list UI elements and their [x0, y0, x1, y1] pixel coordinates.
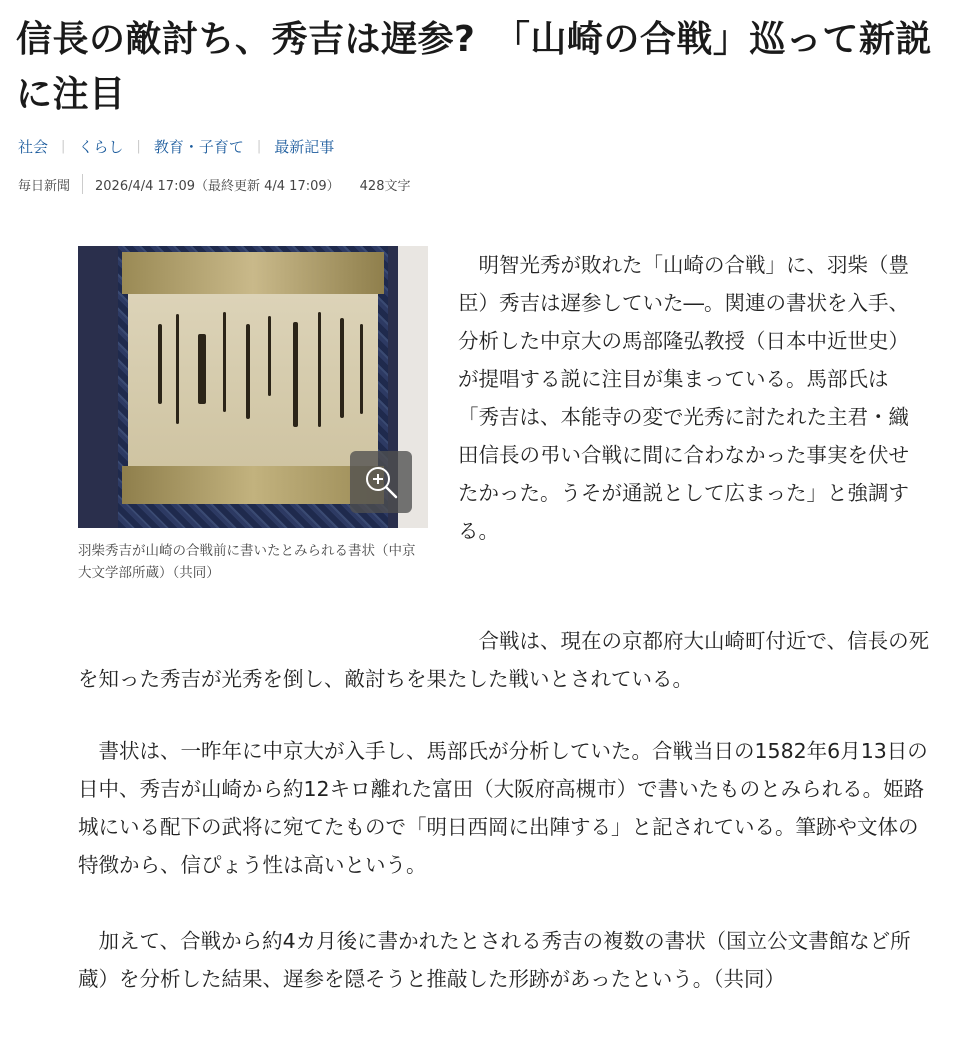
article-headline: 信長の敵討ち、秀吉は遅参? 「山崎の合戦」巡って新説に注目 [16, 19, 932, 115]
article-paragraph-2: 合戦は、現在の京都府大山崎町付近で、信長の死を知った秀吉が光秀を倒し、敵討ちを果たした戦いとされている。 [78, 629, 930, 691]
article-figure [78, 246, 428, 584]
category-link-education[interactable]: 教育・子育て [153, 138, 244, 156]
scroll-gold-bottom [122, 466, 384, 504]
article-paragraph-3: 書状は、一昨年に中京大が入手し、馬部氏が分析していた。合戦当日の1582年6月13日の日中、秀吉が山崎から約12キロ離れた富田（大阪府高槻市）で書いたものとみられる。姫路城にいる配下の武将に宛てたもので「明日西岡に出陣する」と記されている。筆跡や文体の特徴から、信ぴょう性は高いという。 [78, 739, 928, 877]
zoom-in-icon [361, 462, 401, 502]
category-separator: | [256, 139, 262, 154]
article-photo[interactable] [78, 246, 428, 528]
category-nav [18, 136, 334, 157]
zoom-button[interactable] [350, 451, 412, 513]
category-link-society[interactable]: 社会 [18, 138, 49, 156]
category-separator: | [136, 139, 141, 154]
category-link-latest[interactable]: 最新記事 [274, 138, 335, 156]
source-name: 毎日新聞 [18, 178, 71, 194]
scroll-paper [128, 294, 378, 466]
category-separator: | [61, 139, 66, 154]
character-count: 428文字 [359, 178, 411, 194]
article-paragraph-4: 加えて、合戦から約4カ月後に書かれたとされる秀吉の複数の書状（国立公文書館など所蔵）を分析した結果、遅参を隠そうと推敲した形跡があったという。（共同） [78, 929, 911, 991]
article-paragraph-1: 明智光秀が敗れた「山崎の合戦」に、羽柴（豊臣）秀吉は遅参していた―。関連の書状を入手、分析した中京大の馬部隆弘教授（日本中近世史）が提唱する説に注目が集まっている。馬部氏は「秀吉は、本能寺の変で光秀に討たれた主君・織田信長の弔い合戦に間に合わなかった事実を伏せたかった。うそが通説として広まった」と強調する。 [458, 253, 909, 543]
meta-divider [82, 174, 83, 194]
publish-timestamp: 2026/4/4 17:09（最終更新 4/4 17:09） [95, 178, 340, 194]
scroll-gold-top [122, 252, 384, 294]
category-link-life[interactable]: くらし [78, 138, 124, 156]
photo-caption: 羽柴秀吉が山崎の合戦前に書いたとみられる書状（中京大文学部所蔵）（共同） [78, 543, 416, 581]
article-meta [18, 174, 410, 194]
